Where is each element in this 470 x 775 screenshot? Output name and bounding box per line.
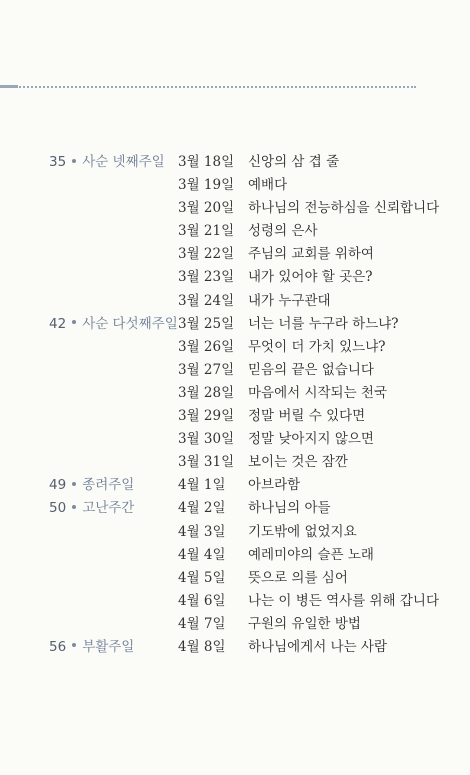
entry-date: 3월 21일 (178, 223, 235, 240)
section-name: 종려주일 (82, 477, 135, 494)
entry-date: 4월 2일 (178, 500, 226, 517)
section-page-number: 42 (49, 315, 67, 332)
section-page-number: 49 (49, 477, 67, 494)
entry-title: 보이는 것은 잠깐 (248, 454, 348, 471)
bullet-dot-icon (72, 159, 76, 163)
entry-date: 3월 31일 (178, 454, 235, 471)
toc-row (0, 173, 470, 196)
table-of-contents (0, 150, 470, 658)
bullet-dot-icon (72, 320, 76, 324)
section-heading (49, 473, 134, 493)
toc-row (0, 312, 470, 335)
entry-date: 3월 26일 (178, 338, 235, 355)
section-name: 부활주일 (82, 638, 135, 655)
entry-title: 믿음의 끝은 없습니다 (248, 361, 374, 378)
toc-row (0, 589, 470, 612)
section-name: 사순 넷째주일 (82, 154, 165, 170)
entry-title: 무엇이 더 가치 있느냐? (248, 338, 386, 355)
section-heading (49, 496, 134, 516)
entry-date: 4월 8일 (178, 638, 226, 655)
toc-row (0, 612, 470, 635)
toc-row (0, 358, 470, 381)
bullet-dot-icon (72, 643, 76, 647)
section-heading (49, 150, 165, 170)
entry-title: 기도밖에 없었지요 (248, 523, 357, 540)
toc-row (0, 543, 470, 566)
entry-date: 3월 29일 (178, 408, 235, 425)
entry-date: 4월 4일 (178, 546, 226, 563)
entry-title: 내가 있어야 할 곳은? (248, 269, 373, 286)
toc-row (0, 335, 470, 358)
toc-row (0, 566, 470, 589)
toc-row (0, 496, 470, 519)
entry-title: 하나님에게서 나는 사람 (248, 638, 387, 655)
entry-date: 3월 20일 (178, 200, 235, 217)
section-heading (49, 635, 134, 655)
toc-row (0, 150, 470, 173)
entry-title: 너는 너를 누구라 하느냐? (248, 315, 399, 332)
entry-title: 정말 낮아지지 않으면 (248, 431, 374, 448)
entry-title: 아브라함 (248, 477, 301, 494)
entry-title: 구원의 유일한 방법 (248, 615, 361, 632)
toc-row (0, 427, 470, 450)
entry-date: 4월 6일 (178, 592, 226, 609)
entry-date: 3월 30일 (178, 431, 235, 448)
entry-title: 성령의 은사 (248, 223, 318, 240)
section-name: 고난주간 (82, 500, 135, 517)
entry-date: 3월 25일 (178, 315, 235, 332)
section-heading (49, 312, 178, 332)
toc-row (0, 219, 470, 242)
toc-row (0, 381, 470, 404)
section-page-number: 50 (49, 500, 67, 517)
entry-date: 4월 1일 (178, 477, 226, 494)
bullet-dot-icon (72, 482, 76, 486)
entry-date: 3월 28일 (178, 384, 235, 401)
entry-title: 마음에서 시작되는 천국 (248, 384, 387, 401)
entry-title: 뜻으로 의를 심어 (248, 569, 348, 586)
entry-date: 4월 7일 (178, 615, 226, 632)
toc-row (0, 289, 470, 312)
entry-date: 3월 18일 (178, 154, 235, 170)
bullet-dot-icon (72, 505, 76, 509)
entry-date: 4월 3일 (178, 523, 226, 540)
toc-row (0, 265, 470, 288)
section-page-number: 35 (49, 154, 67, 170)
entry-title: 주님의 교회를 위하여 (248, 246, 374, 263)
entry-title: 정말 버릴 수 있다면 (248, 408, 366, 425)
entry-title: 예레미야의 슬픈 노래 (248, 546, 374, 563)
toc-row (0, 404, 470, 427)
header-dotted-rule (0, 86, 416, 88)
toc-row (0, 450, 470, 473)
entry-date: 3월 22일 (178, 246, 235, 263)
toc-row (0, 520, 470, 543)
entry-date: 3월 19일 (178, 177, 235, 194)
entry-date: 3월 24일 (178, 292, 235, 309)
entry-title: 내가 누구관대 (248, 292, 331, 309)
entry-date: 4월 5일 (178, 569, 226, 586)
entry-title: 신앙의 삼 겹 줄 (248, 154, 340, 170)
entry-title: 예배다 (248, 177, 288, 194)
toc-row (0, 196, 470, 219)
toc-row (0, 242, 470, 265)
entry-date: 3월 23일 (178, 269, 235, 286)
entry-title: 하나님의 아들 (248, 500, 331, 517)
entry-title: 하나님의 전능하심을 신뢰합니다 (248, 200, 440, 217)
section-name: 사순 다섯째주일 (82, 315, 178, 332)
toc-row (0, 473, 470, 496)
section-page-number: 56 (49, 638, 67, 655)
toc-row (0, 635, 470, 658)
entry-date: 3월 27일 (178, 361, 235, 378)
entry-title: 나는 이 병든 역사를 위해 갑니다 (248, 592, 439, 609)
